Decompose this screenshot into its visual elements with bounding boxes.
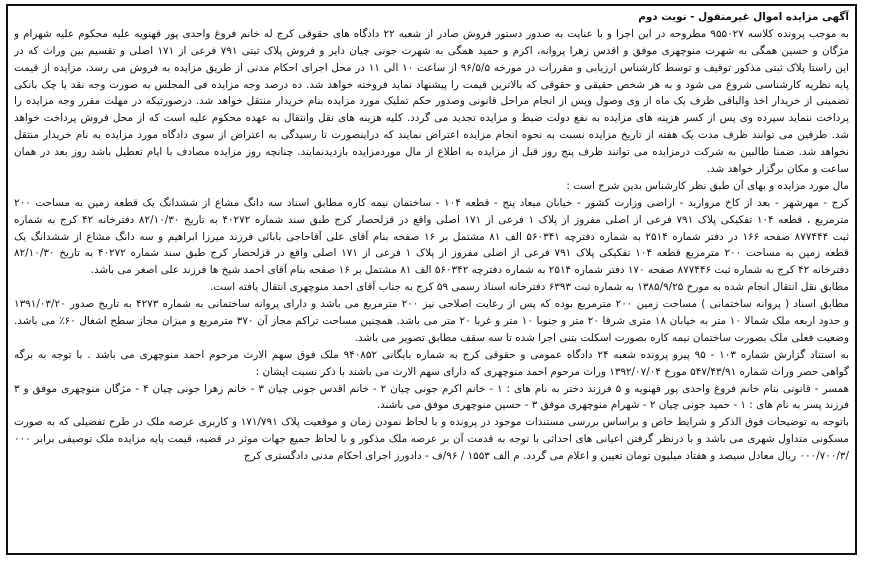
notice-line: کرج - مهرشهر - بعد از کاخ مروارید - اراضی وزارت کشور - خیابان میعاد پنج - قطعه ۱۰۴ - ساختمان نیمه کاره مطابق اسناد سه دانگ مشاع از ششدانگ یک قطعه زمین به مساحت ۲۰۰	[14, 196, 849, 209]
notice-line: پرداخت ننماید سپرده وی پس از کسر هزینه های مزایده به نفع دولت ضبط و مزایده تجدید می گردد. کلیه هزینه های نقل وانتقال به عهده محکوم علیه است که از محل فروش پرداخت خواهد	[14, 112, 849, 125]
notice-line: مسکونی متداول شهری می باشد و با درنظر گرفتن اعیانی های احداثی با توجه به قدمت آن بر عرصه ملک مذکور و با لحاظ جمیع جهات موثر در قضیه، قیمت پایه مزایده ملک توصیفی برابر ۰۰۰	[14, 433, 849, 446]
property-heading: مال مورد مزایده و بهای آن طبق نظر کارشناس بدین شرح است :	[566, 179, 849, 192]
notice-line: فرزند پسر به نام های : ۱ - حمید جونی چیان ۲ - شهرام منوچهری موفق ۳ - حسین منوچهری موفق می باشند.	[376, 399, 849, 412]
notice-title: آگهی مزایده اموال غیرمنقول - نوبت دوم	[638, 11, 849, 23]
notice-line: باتوجه به توضیحات فوق الذکر و شرایط خاص و براساس بررسی مستندات موجود در پرونده و با لحاظ نمودن زمان و موقعیت پلاک ۱۷۱/۷۹۱ و کاربری عرصه ملک در طرح تفضیلی که به صورت	[14, 416, 849, 429]
notice-line: این راستا پلاک ثبتی مذکور توقیف و توسط کارشناس ارزیابی و مقررات در مورخه ۹۶/۵/۵ از ساعت ۱۰ الی ۱۱ در محل اجرای احکام مدنی از طریق مزایده به فروش می رسد، مزایده از قیمت	[14, 61, 849, 74]
notice-line: پایه نظریه کارشناسی شروع می شود و به هر شخص حقیقی و حقوقی که بالاترین قیمت را پیشنهاد نماید فروخته خواهد شد. ده درصد وجه مزایده فی المجلس به صورت وجه نقد یا چک بانکی	[14, 78, 849, 91]
notice-line: و حدود اربعه ملک شمالا ۱۰ متر به خیابان ۱۸ متری شرقا ۲۰ متر و جنوبا ۱۰ متر و غربا ۲۰ متر می باشد. همچنین مساحت تراکم مجاز آن ۳۷۰ مترمربع و میزان مجاز سطح اشغال ۶۰٪ می باشد.	[14, 315, 849, 328]
notice-line: تضمینی از خریدار اخذ والباقی ظرف یک ماه از وی وصول وپس از انجام مراحل قانونی وصدور حکم تملیک مورد مزایده بنام خریدار منتقل خواهد شد. درصورتیکه در مهلت مقرر وجه مزایده را	[14, 95, 849, 108]
notice-line: نخواهد شد. ضمنا طالبین به شرکت درمزایده می توانند ظرف پنج روز قبل از مزایده به اطلاع از مال موردمزایده بازدیدنمایند. چنانچه روز مزایده مصادف با ایام تعطیل باشد روز بعد در همان	[14, 146, 849, 159]
notice-line: همسر - قانونی بنام خانم فروغ واحدی پور قهنویه و ۵ فرزند دختر به نام های : ۱ - خانم اکرم جونی چیان ۲ - خانم اقدس جونی چیان ۳ - خانم زهرا جونی چیان ۴ - مژگان منوچهری موفق و ۳	[14, 382, 849, 395]
notice-line: گواهی حصر وراث شماره ۵۴۷/۴۳/۹۱ مورخ ۱۳۹۲/۰۷/۰۴ وراث مرحوم احمد منوچهری که دارای سهم الارث می باشند با ذکر نسبت ایشان :	[255, 365, 849, 378]
notice-line: ثبت ۸۷۷۴۴۴ صفحه ۱۶۶ در دفتر شماره ۲۵۱۴ به شماره دفترچه ۵۶۰۳۴۱ الف ۸۱ مشتمل بر ۱۶ صفحه بنام آقای علی آقاحاجی بابائی فرزند میرزا ابراهیم و سه دانگ مشاع از ششدانگ یک	[14, 230, 849, 243]
notice-line: دفترخانه ۴۲ کرج به شماره ثبت ۸۷۷۴۴۶ صفحه ۱۷۰ دفتر شماره ۲۵۱۴ به شماره دفترچه ۵۶۰۳۴۲ الف ۸۱ مشتمل بر ۱۶ صفحه بنام آقای احمد شیخ ها فرزند علی اصغر می باشد.	[90, 264, 849, 277]
notice-line: مترمربع ، قطعه ۱۰۴ تفکیکی پلاک ۷۹۱ فرعی از اصلی مفروز از پلاک ۱ فرعی از ۱۷۱ اصلی واقع در قزلحصار کرج طبق سند شماره ۴۰۲۷۲ به تاریخ ۸۲/۱۰/۳۰ دفترخانه ۴۲ کرج به شماره	[14, 213, 849, 226]
notice-line: مطابق اسناد ( پروانه ساختمانی ) مساحت زمین ۲۰۰ مترمربع بوده که پس از رعایت اصلاحی نیز ۲۰۰ مترمربع می باشد و دارای پروانه ساختمانی به شماره ۴۲۷۳ به تاریخ صدور ۱۳۹۱/۰۳/۲۰	[14, 298, 849, 311]
notice-frame	[6, 4, 857, 555]
notice-line: مطابق نقل انتقال انجام شده به مورخ ۱۳۸۵/۹/۲۵ به شماره ثبت ۶۳۹۳ دفترخانه اسناد رسمی ۵۹ کرج به جناب آقای احمد منوچهری انتقال یافته است.	[210, 281, 849, 294]
notice-line: قطعه زمین به مساحت ۲۰۰ مترمربع قطعه ۱۰۴ تفکیکی پلاک ۷۹۱ فرعی از اصلی مفروز از پلاک ۱ فرعی از ۱۷۱ اصلی واقع در قزلحصار کرج طبق سند شماره ۴۰۲۷۲ به تاریخ ۸۲/۱۰/۳۰	[14, 247, 849, 260]
notice-line: به استناد گزارش شماره ۱۰۳ - ۹۵ پیرو پرونده شعبه ۲۴ دادگاه عمومی و حقوقی کرج به شماره بایگانی ۹۴۰۸۵۲ ملک فوق سهم الارث مرحوم احمد منوچهری می باشد . با توجه به برگه	[14, 348, 849, 361]
notice-line: ساعت و مکان برگزار خواهد شد.	[706, 163, 849, 176]
notice-line: به موجب پرونده کلاسه ۹۵۵۰۲۷ مطروحه در این اجرا و با عنایت به صدور دستور فروش صادر از شعبه ۲۲ دادگاه های حقوقی کرج له خانم فروغ واحدی پور قهنویه علیه محکوم علیه شهرام و	[14, 27, 849, 40]
notice-line: شد. طرفین می توانند ظرف مدت یک هفته از تاریخ مزایده نسبت به نحوه انجام مزایده اعتراض نمایند که دراینصورت تا رسیدگی به اعتراض از سوی دادگاه مورد مزایده به نام خریدار منتقل	[14, 129, 849, 142]
notice-line: مژگان و حسین همگی به شهرت منوچهری موفق و اقدس زهرا پروانه، اکرم و حمید همگی به شهرت جونی چیان دایر و فروش پلاک ثبتی ۷۹۱ فرعی از ۱۷۱ اصلی و تقسیم بین وراث که در	[14, 44, 849, 57]
notice-signature-line: /۰۰۰/۷۰۰/۳ ریال معادل سیصد و هفتاد میلیون تومان تعیین و اعلام می گردد. م الف ۱۵۵۳ / ۹۶/ف - دادورز اجرای احکام مدنی دادگستری کرج	[243, 450, 849, 463]
notice-line: وضعیت فعلی ملک بصورت ساختمان نیمه کاره بصورت اسکلت بتنی اجرا شده تا سه سقف مطابق تصویر می باشد.	[354, 331, 849, 344]
